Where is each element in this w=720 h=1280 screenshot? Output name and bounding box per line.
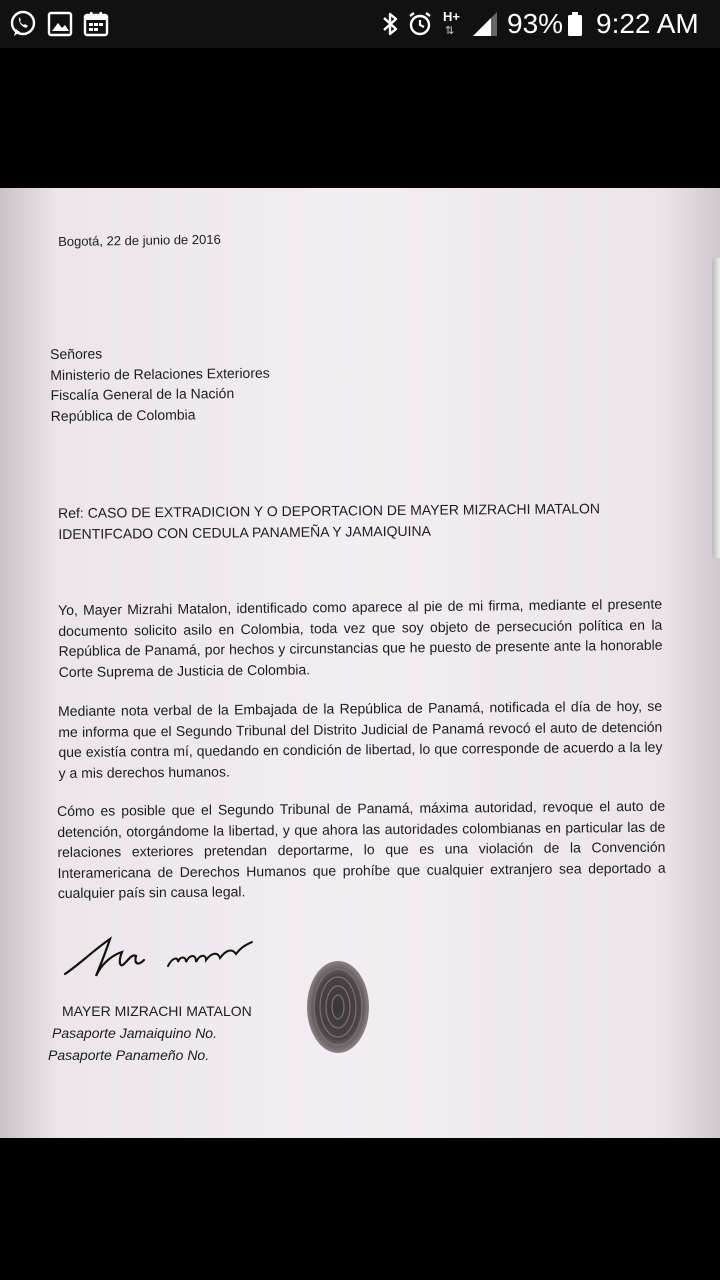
recipient-line: República de Colombia [50, 405, 196, 424]
signer-name: MAYER MIZRACHI MATALON [62, 1003, 252, 1019]
reference-line: Ref: CASO DE EXTRADICION Y O DEPORTACION DE MAYER MIZRACHI MATALON [58, 500, 601, 521]
reference-line: IDENTIFCADO CON CEDULA PANAMEÑA Y JAMAIQUINA [58, 522, 431, 542]
network-type: H+ [443, 9, 460, 24]
recipient-line: Fiscalía General de la Nación [50, 385, 235, 403]
battery-percent: 93% [507, 8, 564, 39]
alarm-icon [406, 10, 434, 38]
recipients-block [50, 342, 270, 426]
calendar-icon [82, 10, 110, 38]
fingerprint-image [304, 958, 372, 1056]
passport-jamaica: Pasaporte Jamaiquino No. [52, 1025, 217, 1041]
scroll-edge [712, 258, 720, 558]
letter-photo [0, 188, 720, 1138]
reference-block [58, 498, 600, 544]
bluetooth-icon [376, 10, 404, 38]
paragraph-3: Cómo es posible que el Segundo Tribunal de Panamá, máxima autoridad, revoque el auto de detención, otorgándome la libertad, y que ahora las autoridades colombianas en particular las de relaciones exteriores pretendan deportarme, lo que es una violación de la Convención Interamericana de Derechos Humanos que prohíbe que cualquier extranjero sea deportado a cualquier país sin causa legal. [57, 797, 666, 901]
letter-date: Bogotá, 22 de junio de 2016 [58, 231, 221, 249]
whatsapp-icon [9, 10, 37, 38]
recipient-line: Ministerio de Relaciones Exteriores [50, 364, 270, 383]
passport-panama: Pasaporte Panameño No. [48, 1047, 210, 1063]
status-bar [0, 0, 720, 48]
paragraph-2: Mediante nota verbal de la Embajada de la República de Panamá, notificada el día de hoy, se me informa que el Segundo Tribunal del Distrito Judicial de Panamá revocó el auto de detención que existía contra mí, quedando en condición de libertad, lo que corresponde de acuerdo a la ley y a mis derechos humanos. [58, 697, 663, 781]
hplus-icon: H+ ⇅ [443, 9, 460, 37]
battery-icon [565, 10, 585, 38]
signature-image [60, 934, 260, 984]
bottom-black-area [0, 1138, 720, 1280]
signal-icon [471, 10, 499, 38]
recipient-line: Señores [50, 345, 103, 362]
paragraph-1: Yo, Mayer Mizrahi Matalon, identificado como aparece al pie de mi firma, mediante el presente documento solicito asilo en Colombia, toda vez que soy objeto de persecución política en la República de Panamá, por hechos y circunstancias que he puesto de presente ante la honorable Corte Suprema de Justicia de Colombia. [58, 595, 663, 680]
clock: 9:22 AM [596, 8, 699, 39]
gallery-icon [46, 10, 74, 38]
